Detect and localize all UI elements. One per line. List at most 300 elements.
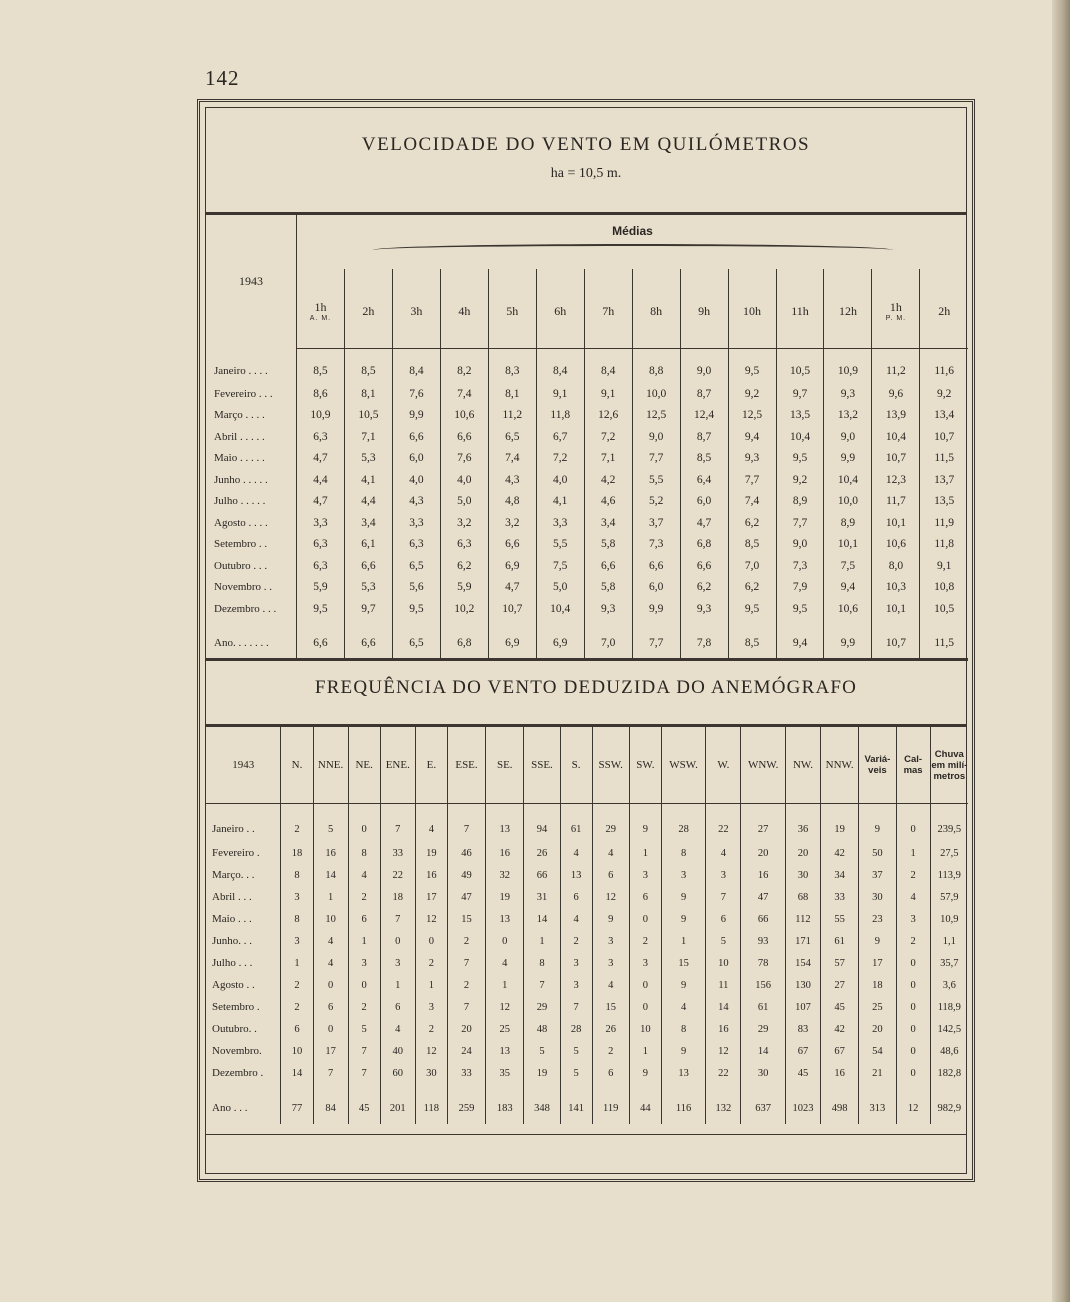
frequency-value: 16 bbox=[486, 842, 524, 864]
ano-value: 141 bbox=[560, 1084, 592, 1124]
frequency-value: 22 bbox=[706, 804, 741, 843]
speed-value: 11,5 bbox=[920, 448, 968, 470]
velocidade-subtitle: ha = 10,5 m. bbox=[550, 166, 622, 181]
frequency-value: 19 bbox=[415, 842, 447, 864]
frequency-value: 9 bbox=[661, 1040, 705, 1062]
speed-value: 9,0 bbox=[776, 534, 824, 556]
speed-value: 7,3 bbox=[776, 555, 824, 577]
frequency-value: 118,9 bbox=[930, 996, 968, 1018]
frequency-value: 0 bbox=[896, 974, 930, 996]
frequency-value: 3 bbox=[592, 952, 629, 974]
frequency-value: 33 bbox=[447, 1062, 485, 1084]
month-label: Fevereiro . . . bbox=[206, 383, 297, 405]
speed-value: 5,5 bbox=[536, 534, 584, 556]
frequency-value: 10 bbox=[281, 1040, 313, 1062]
frequency-value: 28 bbox=[560, 1018, 592, 1040]
table-row bbox=[206, 534, 968, 556]
speed-value: 6,3 bbox=[297, 555, 345, 577]
frequency-value: 9 bbox=[859, 804, 896, 843]
frequency-value: 12 bbox=[486, 996, 524, 1018]
frequency-value: 3,6 bbox=[930, 974, 968, 996]
speed-value: 9,3 bbox=[584, 598, 632, 620]
speed-value: 4,4 bbox=[297, 469, 345, 491]
speed-value: 10,1 bbox=[872, 598, 920, 620]
frequency-value: 2 bbox=[348, 996, 380, 1018]
frequency-value: 6 bbox=[560, 886, 592, 908]
speed-value: 4,7 bbox=[680, 512, 728, 534]
frequency-value: 2 bbox=[896, 930, 930, 952]
direction-header: SSE. bbox=[524, 727, 560, 804]
frequency-value: 46 bbox=[447, 842, 485, 864]
speed-value: 9,2 bbox=[776, 469, 824, 491]
frequencia-year-header: 1943 bbox=[206, 727, 281, 804]
frequency-value: 9 bbox=[661, 908, 705, 930]
frequency-value: 3 bbox=[380, 952, 415, 974]
hour-header bbox=[488, 269, 536, 349]
speed-value: 11,8 bbox=[920, 534, 968, 556]
speed-value: 13,9 bbox=[872, 405, 920, 427]
speed-value: 10,7 bbox=[488, 598, 536, 620]
frequency-value: 29 bbox=[741, 1018, 785, 1040]
speed-value: 10,6 bbox=[824, 598, 872, 620]
frequency-value: 2 bbox=[560, 930, 592, 952]
speed-value: 9,6 bbox=[872, 383, 920, 405]
frequency-value: 26 bbox=[592, 1018, 629, 1040]
speed-value: 6,6 bbox=[392, 426, 440, 448]
month-label: Maio . . . bbox=[212, 913, 252, 925]
medias-label: Médias bbox=[612, 224, 653, 238]
frequency-value: 17 bbox=[859, 952, 896, 974]
speed-value: 4,6 bbox=[584, 491, 632, 513]
speed-value: 3,2 bbox=[440, 512, 488, 534]
ano-row bbox=[206, 1084, 968, 1124]
speed-value: 9,3 bbox=[728, 448, 776, 470]
frequency-value: 66 bbox=[741, 908, 785, 930]
frequency-value: 4 bbox=[313, 930, 348, 952]
speed-value: 6,5 bbox=[392, 555, 440, 577]
frequency-value: 171 bbox=[785, 930, 820, 952]
ano-value: 7,7 bbox=[632, 620, 680, 660]
frequency-value: 0 bbox=[348, 804, 380, 843]
ano-value: 132 bbox=[706, 1084, 741, 1124]
hour-header bbox=[536, 269, 584, 349]
frequency-value: 5 bbox=[524, 1040, 560, 1062]
month-label: Junho. . . bbox=[212, 935, 253, 947]
speed-value: 9,0 bbox=[824, 426, 872, 448]
direction-header: NW. bbox=[785, 727, 820, 804]
frequency-value: 20 bbox=[785, 842, 820, 864]
speed-value: 9,9 bbox=[392, 405, 440, 427]
frequency-value: 22 bbox=[380, 864, 415, 886]
direction-header: ESE. bbox=[447, 727, 485, 804]
table-row bbox=[206, 842, 968, 864]
table-row bbox=[206, 974, 968, 996]
frequency-value: 10 bbox=[629, 1018, 661, 1040]
frequency-value: 5 bbox=[560, 1040, 592, 1062]
table-row bbox=[206, 952, 968, 974]
speed-value: 3,3 bbox=[297, 512, 345, 534]
ano-value: 12 bbox=[896, 1084, 930, 1124]
frequency-value: 3 bbox=[629, 864, 661, 886]
ano-value: 498 bbox=[821, 1084, 859, 1124]
speed-value: 9,9 bbox=[824, 448, 872, 470]
frequency-value: 2 bbox=[281, 996, 313, 1018]
hour-header bbox=[776, 269, 824, 349]
frequency-value: 78 bbox=[741, 952, 785, 974]
frequency-value: 5 bbox=[560, 1062, 592, 1084]
frequency-value: 0 bbox=[896, 1040, 930, 1062]
frequency-value: 0 bbox=[896, 804, 930, 843]
frequency-value: 6 bbox=[313, 996, 348, 1018]
frequency-value: 0 bbox=[896, 952, 930, 974]
frequency-value: 3 bbox=[415, 996, 447, 1018]
frequency-value: 57,9 bbox=[930, 886, 968, 908]
ano-value: 77 bbox=[281, 1084, 313, 1124]
ano-value: 84 bbox=[313, 1084, 348, 1124]
frequency-value: 33 bbox=[380, 842, 415, 864]
frequency-value: 30 bbox=[859, 886, 896, 908]
frequency-value: 7 bbox=[348, 1040, 380, 1062]
speed-value: 5,8 bbox=[584, 577, 632, 599]
hour-label: 2h bbox=[938, 303, 951, 318]
frequency-value: 61 bbox=[821, 930, 859, 952]
table-row bbox=[206, 349, 968, 384]
frequency-value: 130 bbox=[785, 974, 820, 996]
speed-value: 7,6 bbox=[392, 383, 440, 405]
speed-value: 7,4 bbox=[488, 448, 536, 470]
speed-value: 5,6 bbox=[392, 577, 440, 599]
table-inner bbox=[205, 107, 967, 1174]
table-row bbox=[206, 864, 968, 886]
speed-value: 4,4 bbox=[344, 491, 392, 513]
frequency-value: 61 bbox=[560, 804, 592, 843]
frequency-value: 4 bbox=[896, 886, 930, 908]
speed-value: 7,0 bbox=[728, 555, 776, 577]
frequency-value: 10 bbox=[706, 952, 741, 974]
hour-label: 7h bbox=[602, 303, 615, 318]
speed-value: 9,2 bbox=[728, 383, 776, 405]
speed-value: 8,9 bbox=[824, 512, 872, 534]
ano-value: 982,9 bbox=[930, 1084, 968, 1124]
frequency-value: 30 bbox=[415, 1062, 447, 1084]
speed-value: 8,5 bbox=[297, 349, 345, 384]
ano-value: 45 bbox=[348, 1084, 380, 1124]
table-row bbox=[206, 383, 968, 405]
frequency-value: 0 bbox=[313, 974, 348, 996]
frequency-value: 182,8 bbox=[930, 1062, 968, 1084]
frequency-value: 0 bbox=[896, 1062, 930, 1084]
frequency-value: 113,9 bbox=[930, 864, 968, 886]
table-row bbox=[206, 577, 968, 599]
speed-value: 11,2 bbox=[488, 405, 536, 427]
hour-header bbox=[344, 269, 392, 349]
speed-value: 5,3 bbox=[344, 448, 392, 470]
frequency-value: 3 bbox=[348, 952, 380, 974]
frequency-value: 4 bbox=[486, 952, 524, 974]
speed-value: 8,3 bbox=[488, 349, 536, 384]
frequency-value: 1 bbox=[661, 930, 705, 952]
table-row bbox=[206, 908, 968, 930]
month-label: Abril . . . bbox=[212, 891, 252, 903]
speed-value: 8,6 bbox=[297, 383, 345, 405]
table-row bbox=[206, 886, 968, 908]
speed-value: 8,5 bbox=[728, 534, 776, 556]
frequency-value: 2 bbox=[447, 974, 485, 996]
speed-value: 6,2 bbox=[680, 577, 728, 599]
ano-value: 7,0 bbox=[584, 620, 632, 660]
speed-value: 13,5 bbox=[776, 405, 824, 427]
frequency-value: 66 bbox=[524, 864, 560, 886]
frequency-value: 30 bbox=[741, 1062, 785, 1084]
month-label: Novembro. bbox=[212, 1045, 262, 1057]
ano-value: 637 bbox=[741, 1084, 785, 1124]
frequency-value: 0 bbox=[313, 1018, 348, 1040]
frequency-value: 5 bbox=[706, 930, 741, 952]
speed-value: 6,6 bbox=[440, 426, 488, 448]
frequency-value: 8 bbox=[281, 908, 313, 930]
frequency-value: 8 bbox=[348, 842, 380, 864]
speed-value: 7,7 bbox=[776, 512, 824, 534]
speed-value: 7,9 bbox=[776, 577, 824, 599]
frequency-value: 34 bbox=[821, 864, 859, 886]
frequency-value: 8 bbox=[281, 864, 313, 886]
table-frame bbox=[197, 99, 975, 1182]
hour-label: 6h bbox=[554, 303, 567, 318]
frequency-value: 22 bbox=[706, 1062, 741, 1084]
frequency-value: 10,9 bbox=[930, 908, 968, 930]
table-row bbox=[206, 804, 968, 843]
frequency-value: 4 bbox=[313, 952, 348, 974]
frequency-value: 2 bbox=[281, 974, 313, 996]
speed-value: 8,7 bbox=[680, 426, 728, 448]
frequency-value: 4 bbox=[706, 842, 741, 864]
frequency-value: 35 bbox=[486, 1062, 524, 1084]
month-label: Dezembro . . . bbox=[206, 598, 297, 620]
speed-value: 6,5 bbox=[488, 426, 536, 448]
table-row bbox=[206, 469, 968, 491]
frequency-value: 27 bbox=[821, 974, 859, 996]
ano-value: 201 bbox=[380, 1084, 415, 1124]
hour-header bbox=[680, 269, 728, 349]
speed-value: 10,4 bbox=[872, 426, 920, 448]
frequency-value: 12 bbox=[415, 1040, 447, 1062]
direction-header: N. bbox=[281, 727, 313, 804]
frequency-value: 16 bbox=[821, 1062, 859, 1084]
frequency-value: 13 bbox=[486, 1040, 524, 1062]
velocidade-title-box bbox=[206, 108, 966, 215]
speed-value: 7,6 bbox=[440, 448, 488, 470]
frequency-value: 67 bbox=[785, 1040, 820, 1062]
speed-value: 6,2 bbox=[440, 555, 488, 577]
frequency-value: 1 bbox=[896, 842, 930, 864]
frequency-value: 4 bbox=[560, 908, 592, 930]
hour-header bbox=[440, 269, 488, 349]
frequency-value: 14 bbox=[706, 996, 741, 1018]
frequency-value: 9 bbox=[661, 974, 705, 996]
frequency-value: 6 bbox=[592, 1062, 629, 1084]
page-number: 142 bbox=[205, 66, 240, 90]
speed-value: 9,7 bbox=[776, 383, 824, 405]
frequency-value: 6 bbox=[706, 908, 741, 930]
frequency-value: 3 bbox=[896, 908, 930, 930]
speed-value: 6,6 bbox=[632, 555, 680, 577]
speed-value: 10,3 bbox=[872, 577, 920, 599]
month-label: Setembro . bbox=[212, 1001, 260, 1013]
speed-value: 6,6 bbox=[344, 555, 392, 577]
frequency-value: 49 bbox=[447, 864, 485, 886]
frequency-value: 7 bbox=[380, 908, 415, 930]
month-label: Agosto . . . . bbox=[206, 512, 297, 534]
hour-label: 8h bbox=[650, 303, 663, 318]
frequency-value: 12 bbox=[415, 908, 447, 930]
frequency-value: 0 bbox=[629, 996, 661, 1018]
month-label: Março. . . bbox=[212, 869, 255, 881]
ano-value: 9,9 bbox=[824, 620, 872, 660]
speed-value: 9,3 bbox=[680, 598, 728, 620]
speed-value: 4,1 bbox=[344, 469, 392, 491]
ano-value: 118 bbox=[415, 1084, 447, 1124]
speed-value: 6,3 bbox=[297, 534, 345, 556]
speed-value: 11,8 bbox=[536, 405, 584, 427]
speed-value: 10,1 bbox=[872, 512, 920, 534]
speed-value: 9,4 bbox=[824, 577, 872, 599]
speed-value: 3,2 bbox=[488, 512, 536, 534]
frequency-value: 83 bbox=[785, 1018, 820, 1040]
speed-value: 10,5 bbox=[344, 405, 392, 427]
frequency-value: 26 bbox=[524, 842, 560, 864]
hour-label: 1h bbox=[314, 300, 327, 314]
direction-header: S. bbox=[560, 727, 592, 804]
frequency-value: 7 bbox=[348, 1062, 380, 1084]
direction-header: SW. bbox=[629, 727, 661, 804]
frequency-value: 31 bbox=[524, 886, 560, 908]
hour-label: 10h bbox=[743, 303, 762, 318]
frequency-value: 16 bbox=[313, 842, 348, 864]
frequency-value: 9 bbox=[661, 886, 705, 908]
ano-value: 6,6 bbox=[297, 620, 345, 660]
frequency-value: 25 bbox=[486, 1018, 524, 1040]
frequency-value: 1 bbox=[629, 842, 661, 864]
ano-value: 6,5 bbox=[392, 620, 440, 660]
table-row bbox=[206, 405, 968, 427]
frequency-value: 4 bbox=[592, 842, 629, 864]
frequency-value: 0 bbox=[380, 930, 415, 952]
speed-value: 3,7 bbox=[632, 512, 680, 534]
hour-label: 4h bbox=[458, 303, 471, 318]
frequency-value: 6 bbox=[629, 886, 661, 908]
speed-value: 12,4 bbox=[680, 405, 728, 427]
ano-value: 11,5 bbox=[920, 620, 968, 660]
frequency-value: 67 bbox=[821, 1040, 859, 1062]
speed-value: 11,7 bbox=[872, 491, 920, 513]
hour-header bbox=[920, 269, 968, 349]
frequency-value: 8 bbox=[661, 1018, 705, 1040]
frequency-value: 7 bbox=[447, 996, 485, 1018]
frequency-value: 2 bbox=[415, 1018, 447, 1040]
frequencia-title: FREQUÊNCIA DO VENTO DEDUZIDA DO ANEMÓGRAFO bbox=[206, 652, 966, 727]
speed-value: 4,3 bbox=[392, 491, 440, 513]
frequency-value: 29 bbox=[592, 804, 629, 843]
ano-value: 183 bbox=[486, 1084, 524, 1124]
speed-value: 9,1 bbox=[536, 383, 584, 405]
velocidade-year-header: 1943 bbox=[206, 214, 297, 349]
frequency-value: 9 bbox=[592, 908, 629, 930]
frequency-value: 3 bbox=[560, 952, 592, 974]
table-row bbox=[206, 491, 968, 513]
frequency-value: 14 bbox=[741, 1040, 785, 1062]
speed-value: 5,2 bbox=[632, 491, 680, 513]
frequency-value: 12 bbox=[592, 886, 629, 908]
speed-value: 8,4 bbox=[536, 349, 584, 384]
frequency-value: 4 bbox=[592, 974, 629, 996]
velocidade-title: VELOCIDADE DO VENTO EM QUILÓMETROS bbox=[361, 134, 811, 155]
speed-value: 6,0 bbox=[392, 448, 440, 470]
frequency-value: 32 bbox=[486, 864, 524, 886]
frequency-value: 60 bbox=[380, 1062, 415, 1084]
hour-label: 3h bbox=[410, 303, 423, 318]
frequency-value: 2 bbox=[447, 930, 485, 952]
hour-header bbox=[297, 269, 345, 349]
speed-value: 11,9 bbox=[920, 512, 968, 534]
speed-value: 5,5 bbox=[632, 469, 680, 491]
speed-value: 9,5 bbox=[776, 598, 824, 620]
frequency-value: 45 bbox=[785, 1062, 820, 1084]
speed-value: 10,2 bbox=[440, 598, 488, 620]
hour-header bbox=[824, 269, 872, 349]
ano-label: Ano. . . . . . . bbox=[206, 620, 297, 660]
speed-value: 5,8 bbox=[584, 534, 632, 556]
speed-value: 8,8 bbox=[632, 349, 680, 384]
speed-value: 10,6 bbox=[440, 405, 488, 427]
ano-value: 7,8 bbox=[680, 620, 728, 660]
frequency-value: 25 bbox=[859, 996, 896, 1018]
speed-value: 10,4 bbox=[776, 426, 824, 448]
speed-value: 6,6 bbox=[488, 534, 536, 556]
direction-header: NNW. bbox=[821, 727, 859, 804]
speed-value: 12,5 bbox=[728, 405, 776, 427]
frequency-value: 13 bbox=[661, 1062, 705, 1084]
speed-value: 9,9 bbox=[632, 598, 680, 620]
frequency-value: 1 bbox=[629, 1040, 661, 1062]
speed-value: 9,1 bbox=[920, 555, 968, 577]
speed-value: 6,3 bbox=[297, 426, 345, 448]
speed-value: 10,0 bbox=[824, 491, 872, 513]
frequency-value: 6 bbox=[592, 864, 629, 886]
speed-value: 13,2 bbox=[824, 405, 872, 427]
frequency-value: 10 bbox=[313, 908, 348, 930]
table-row bbox=[206, 1040, 968, 1062]
frequency-value: 0 bbox=[629, 908, 661, 930]
frequency-value: 6 bbox=[380, 996, 415, 1018]
speed-value: 5,9 bbox=[440, 577, 488, 599]
speed-value: 9,5 bbox=[728, 349, 776, 384]
frequency-value: 9 bbox=[629, 804, 661, 843]
month-label: Dezembro . bbox=[212, 1067, 264, 1079]
speed-value: 12,3 bbox=[872, 469, 920, 491]
speed-value: 6,1 bbox=[344, 534, 392, 556]
speed-value: 10,6 bbox=[872, 534, 920, 556]
frequency-value: 7 bbox=[706, 886, 741, 908]
frequency-value: 2 bbox=[348, 886, 380, 908]
frequency-value: 112 bbox=[785, 908, 820, 930]
speed-value: 4,3 bbox=[488, 469, 536, 491]
frequency-value: 36 bbox=[785, 804, 820, 843]
speed-value: 10,0 bbox=[632, 383, 680, 405]
frequency-value: 2 bbox=[415, 952, 447, 974]
speed-value: 7,4 bbox=[440, 383, 488, 405]
speed-value: 13,5 bbox=[920, 491, 968, 513]
frequency-value: 14 bbox=[313, 864, 348, 886]
